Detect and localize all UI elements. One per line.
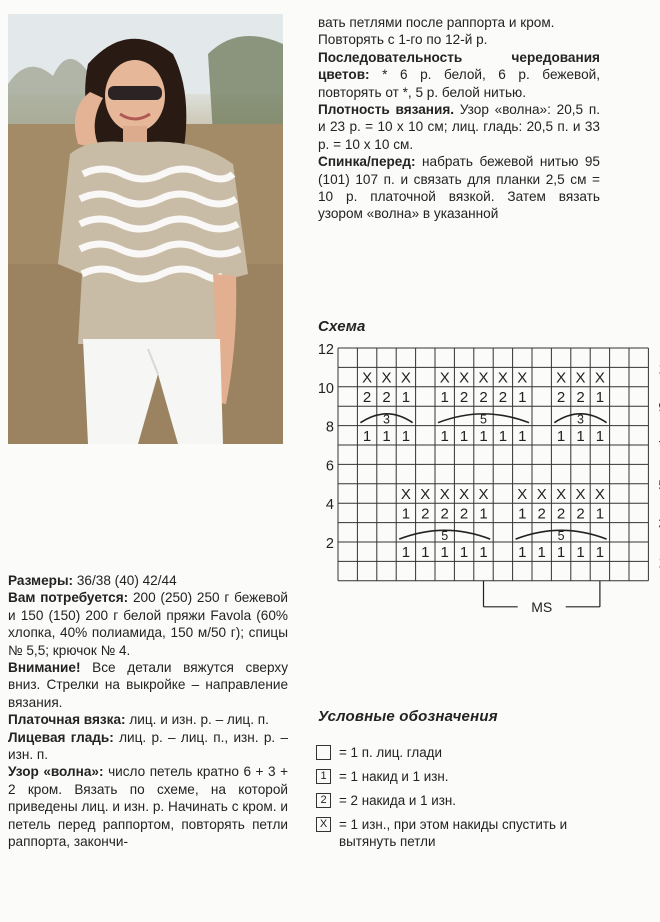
- row-label-left: 6: [325, 458, 334, 475]
- chart-cell-symbol: X: [459, 486, 470, 503]
- chart-arc-label: 3: [383, 412, 390, 427]
- chart-cell-symbol: 1: [459, 427, 469, 445]
- paragraph-attention: [8, 659, 288, 711]
- legend-symbol-x: X: [316, 817, 331, 832]
- paragraph-density: [318, 101, 600, 153]
- chart-cell-symbol: 2: [459, 389, 469, 406]
- chart-cell-symbol: X: [575, 369, 586, 387]
- chart-cell-symbol: X: [556, 486, 567, 503]
- chart-arc-label: 5: [441, 529, 449, 543]
- label-sizes: Размеры:: [8, 573, 74, 588]
- paragraph-garter: [8, 711, 288, 728]
- row-label-left: 12: [317, 342, 334, 358]
- legend-text: = 1 накид и 1 изн.: [339, 769, 449, 784]
- legend: [316, 744, 606, 857]
- chart-cell-symbol: 2: [421, 505, 430, 523]
- legend-symbol-empty: [316, 745, 331, 760]
- label-needs: Вам потребуется:: [8, 590, 129, 606]
- chart-cell-symbol: X: [478, 369, 489, 387]
- label-garter: Платочная вязка:: [8, 712, 126, 728]
- chart-arc-label: 5: [557, 529, 565, 543]
- legend-symbol-1: 1: [316, 769, 331, 784]
- chart-cell-symbol: X: [459, 369, 470, 387]
- chart-cell-symbol: 2: [556, 505, 566, 523]
- chart-cell-symbol: 2: [382, 389, 391, 406]
- chart-arc-label: 3: [577, 412, 584, 427]
- chart-cell-symbol: 1: [518, 427, 527, 445]
- chart-cell-symbol: 2: [498, 389, 508, 406]
- density-text: Узор «волна»: 20,5 п. и 23 р. = 10 х 10 см; лиц. гладь: 20,5 п. и 33 р. = 10 х 10 см.: [318, 102, 600, 152]
- paragraph-needs: [8, 589, 288, 659]
- chart-cell-symbol: 1: [479, 505, 488, 523]
- back-text: набрать бежевой нитью 95 (101) 107 п. и связать для планки 2,5 см = 10 р. платочной вязкой. Затем вязать узором «волна» в указанной: [318, 154, 600, 222]
- legend-item: [316, 768, 606, 785]
- chart-cell-symbol: 1: [459, 544, 469, 562]
- chart-cell-symbol: 1: [576, 544, 585, 562]
- top-text-block: [318, 14, 600, 223]
- chart-cell-symbol: 1: [576, 427, 585, 445]
- chart-cell-symbol: 1: [440, 427, 449, 445]
- chart-cell-symbol: 1: [401, 427, 411, 445]
- paragraph-sizes: [8, 572, 288, 589]
- chart-cell-symbol: X: [594, 369, 605, 387]
- paragraph-back: [318, 153, 600, 223]
- chart-cell-symbol: 1: [556, 544, 566, 562]
- label-stockinette: Лицевая гладь:: [8, 729, 114, 745]
- chart-arc-label: 5: [480, 412, 487, 427]
- chart-cell-symbol: X: [575, 486, 586, 503]
- chart-cell-symbol: X: [594, 486, 605, 503]
- chart-cell-symbol: X: [517, 486, 528, 503]
- chart-cell-symbol: 1: [440, 389, 449, 406]
- chart-cell-symbol: 1: [440, 544, 449, 562]
- bottom-text-block: [8, 572, 288, 851]
- text-line: вать петлями после раппорта и кром.: [318, 15, 555, 30]
- legend-item: [316, 792, 606, 809]
- chart-cell-symbol: X: [400, 369, 411, 387]
- text-line: Повторять с 1-го по 12-й р.: [318, 32, 488, 48]
- chart-cell-symbol: 1: [556, 427, 566, 445]
- wave-text: число петель кратно 6 + 3 + 2 кром. Вязать по схеме, на которой приведены лиц. и изн. р. Начинать с кром. и петель перед раппортом, повторять петли раппорта, закончи-: [8, 764, 289, 850]
- chart-cell-symbol: 1: [479, 544, 488, 562]
- chart-cell-symbol: 1: [401, 505, 411, 523]
- garter-text: лиц. и изн. р. – лиц. п.: [129, 712, 269, 728]
- model-photo: [8, 14, 283, 444]
- sequence-text: * 6 р. белой, 6 р. бежевой, повторять от *, 5 р. белой нитью.: [318, 67, 600, 100]
- model-photo-illustration: [8, 14, 283, 444]
- chart-cell-symbol: 1: [382, 427, 391, 445]
- chart-cell-symbol: 2: [556, 389, 566, 406]
- chart-cell-symbol: 1: [518, 544, 527, 562]
- label-attention: Внимание!: [8, 660, 81, 676]
- chart-cell-symbol: 2: [576, 505, 585, 523]
- chart-cell-symbol: X: [517, 369, 528, 387]
- chart-cell-symbol: 2: [440, 505, 449, 523]
- row-label-left: 8: [325, 419, 334, 436]
- row-label-left: 2: [325, 536, 334, 552]
- chart-cell-symbol: 1: [595, 427, 605, 445]
- chart-cell-symbol: X: [439, 369, 450, 387]
- chart-cell-symbol: X: [400, 486, 411, 503]
- knitting-chart: [300, 340, 660, 650]
- chart-cell-symbol: 1: [421, 544, 430, 562]
- legend-text: = 1 изн., при этом накиды спустить и вытянуть петли: [339, 817, 568, 849]
- chart-cell-symbol: 1: [498, 427, 508, 445]
- chart-cell-symbol: X: [536, 486, 547, 503]
- chart-cell-symbol: 1: [595, 389, 605, 406]
- chart-cell-symbol: 1: [479, 427, 488, 445]
- chart-cell-symbol: 1: [595, 505, 605, 523]
- label-sequence: Последовательность чередования цветов:: [318, 49, 600, 83]
- chart-cell-symbol: 1: [362, 427, 372, 445]
- chart-cell-symbol: 2: [576, 389, 585, 406]
- sizes-text: 36/38 (40) 42/44: [76, 573, 177, 588]
- legend-item: [316, 744, 606, 761]
- paragraph-wave: [8, 763, 288, 850]
- chart-cell-symbol: 2: [362, 389, 372, 406]
- chart-cell-symbol: X: [439, 486, 450, 503]
- paragraph-sequence: [318, 49, 600, 101]
- chart-cell-symbol: 1: [401, 389, 411, 406]
- paragraph-stockinette: [8, 729, 288, 764]
- chart-cell-symbol: 1: [537, 544, 546, 562]
- chart-cell-symbol: X: [420, 486, 431, 503]
- chart-cell-symbol: 2: [537, 505, 546, 523]
- chart-cell-symbol: 1: [401, 544, 411, 562]
- legend-symbol-2: 2: [316, 793, 331, 808]
- chart-cell-symbol: 1: [518, 505, 527, 523]
- chart-cell-symbol: 1: [595, 544, 605, 562]
- chart-cell-symbol: 2: [479, 389, 488, 406]
- stockinette-text: лиц. р. – лиц. п., изн. р. – изн. п.: [8, 729, 288, 763]
- label-wave: Узор «волна»:: [8, 764, 104, 780]
- row-label-left: 10: [317, 380, 334, 397]
- schema-title: Схема: [318, 318, 366, 335]
- chart-cell-symbol: X: [381, 369, 392, 387]
- legend-item: [316, 816, 606, 850]
- chart-cell-symbol: X: [497, 369, 508, 387]
- chart-cell-symbol: X: [362, 369, 373, 387]
- attention-text: Все детали вяжутся сверху вниз. Стрелки на выкройке – направление вязания.: [8, 660, 288, 710]
- label-back: Спинка/перед:: [318, 154, 416, 170]
- chart-cell-symbol: X: [478, 486, 489, 503]
- ms-label: MS: [531, 598, 553, 615]
- label-density: Плотность вязания.: [318, 102, 455, 118]
- chart-cell-symbol: 1: [518, 389, 527, 406]
- chart-cell-symbol: X: [556, 369, 567, 387]
- legend-text: = 2 накида и 1 изн.: [339, 793, 456, 808]
- row-label-left: 4: [325, 497, 334, 514]
- chart-cell-symbol: 2: [459, 505, 469, 523]
- legend-title: Условные обозначения: [318, 708, 498, 725]
- legend-text: = 1 п. лиц. глади: [339, 745, 442, 760]
- needs-text: 200 (250) 250 г бежевой и 150 (150) 200 г белой пряжи Favola (60% хлопка, 40% полиамида, 150 м/50 г); спицы № 5,5; крючок № 4.: [8, 590, 288, 658]
